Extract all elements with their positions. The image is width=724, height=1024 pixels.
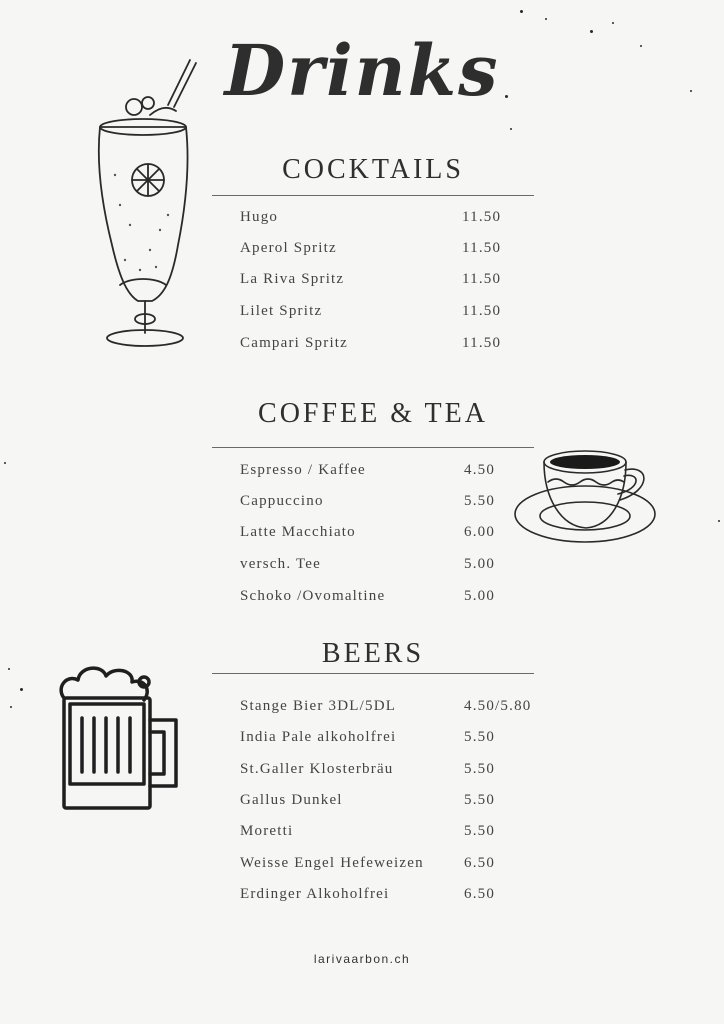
menu-item xyxy=(240,556,560,576)
item-name: Weisse Engel Hefeweizen xyxy=(240,855,424,871)
menu-item xyxy=(240,588,560,608)
menu-title: Drinks xyxy=(224,29,500,112)
item-price: 5.00 xyxy=(464,588,496,604)
menu-item xyxy=(240,240,560,260)
item-name: Schoko /Ovomaltine xyxy=(240,588,386,604)
menu-item xyxy=(240,823,560,843)
item-name: Latte Macchiato xyxy=(240,524,356,540)
item-name: Campari Spritz xyxy=(240,335,349,351)
item-name: Espresso / Kaffee xyxy=(240,462,366,478)
menu-item xyxy=(240,462,560,482)
item-price: 6.50 xyxy=(464,886,496,902)
item-price: 11.50 xyxy=(462,335,502,351)
item-price: 5.50 xyxy=(464,761,496,777)
item-price: 5.50 xyxy=(464,729,496,745)
item-name: Aperol Spritz xyxy=(240,240,337,256)
item-price: 4.50 xyxy=(464,462,496,478)
item-price: 6.00 xyxy=(464,524,496,540)
item-price: 11.50 xyxy=(462,271,502,287)
item-name: Lilet Spritz xyxy=(240,303,323,319)
website-footer: larivaarbon.ch xyxy=(313,952,411,966)
item-name: Gallus Dunkel xyxy=(240,792,343,808)
item-price: 11.50 xyxy=(462,240,502,256)
item-name: Erdinger Alkoholfrei xyxy=(240,886,390,902)
item-name: La Riva Spritz xyxy=(240,271,345,287)
menu-item xyxy=(240,209,560,229)
section-title-cocktails: COCKTAILS xyxy=(282,154,464,185)
item-price: 4.50/5.80 xyxy=(464,698,532,714)
menu-item xyxy=(240,886,560,906)
item-price: 5.50 xyxy=(464,792,496,808)
item-name: Hugo xyxy=(240,209,279,225)
menu-item xyxy=(240,335,560,355)
item-name: Moretti xyxy=(240,823,294,839)
item-name: India Pale alkoholfrei xyxy=(240,729,397,745)
section-divider xyxy=(212,447,534,448)
beer-mug-icon xyxy=(52,660,187,810)
item-price: 11.50 xyxy=(462,303,502,319)
menu-item xyxy=(240,855,560,875)
item-name: Stange Bier 3DL/5DL xyxy=(240,698,397,714)
item-price: 6.50 xyxy=(464,855,496,871)
section-title-coffee-tea: COFFEE & TEA xyxy=(258,398,488,429)
item-name: Cappuccino xyxy=(240,493,324,509)
item-price: 5.00 xyxy=(464,556,496,572)
menu-item xyxy=(240,792,560,812)
menu-item xyxy=(240,729,560,749)
menu-item xyxy=(240,524,560,544)
section-divider xyxy=(212,195,534,196)
menu-item xyxy=(240,493,560,513)
cocktail-glass-icon xyxy=(90,55,200,355)
item-name: St.Galler Klosterbräu xyxy=(240,761,394,777)
menu-item xyxy=(240,698,560,718)
menu-item xyxy=(240,761,560,781)
menu-item xyxy=(240,271,560,291)
menu-item xyxy=(240,303,560,323)
item-price: 5.50 xyxy=(464,823,496,839)
item-price: 5.50 xyxy=(464,493,496,509)
section-title-beers: BEERS xyxy=(321,638,425,669)
item-price: 11.50 xyxy=(462,209,502,225)
section-divider xyxy=(212,673,534,674)
item-name: versch. Tee xyxy=(240,556,322,572)
